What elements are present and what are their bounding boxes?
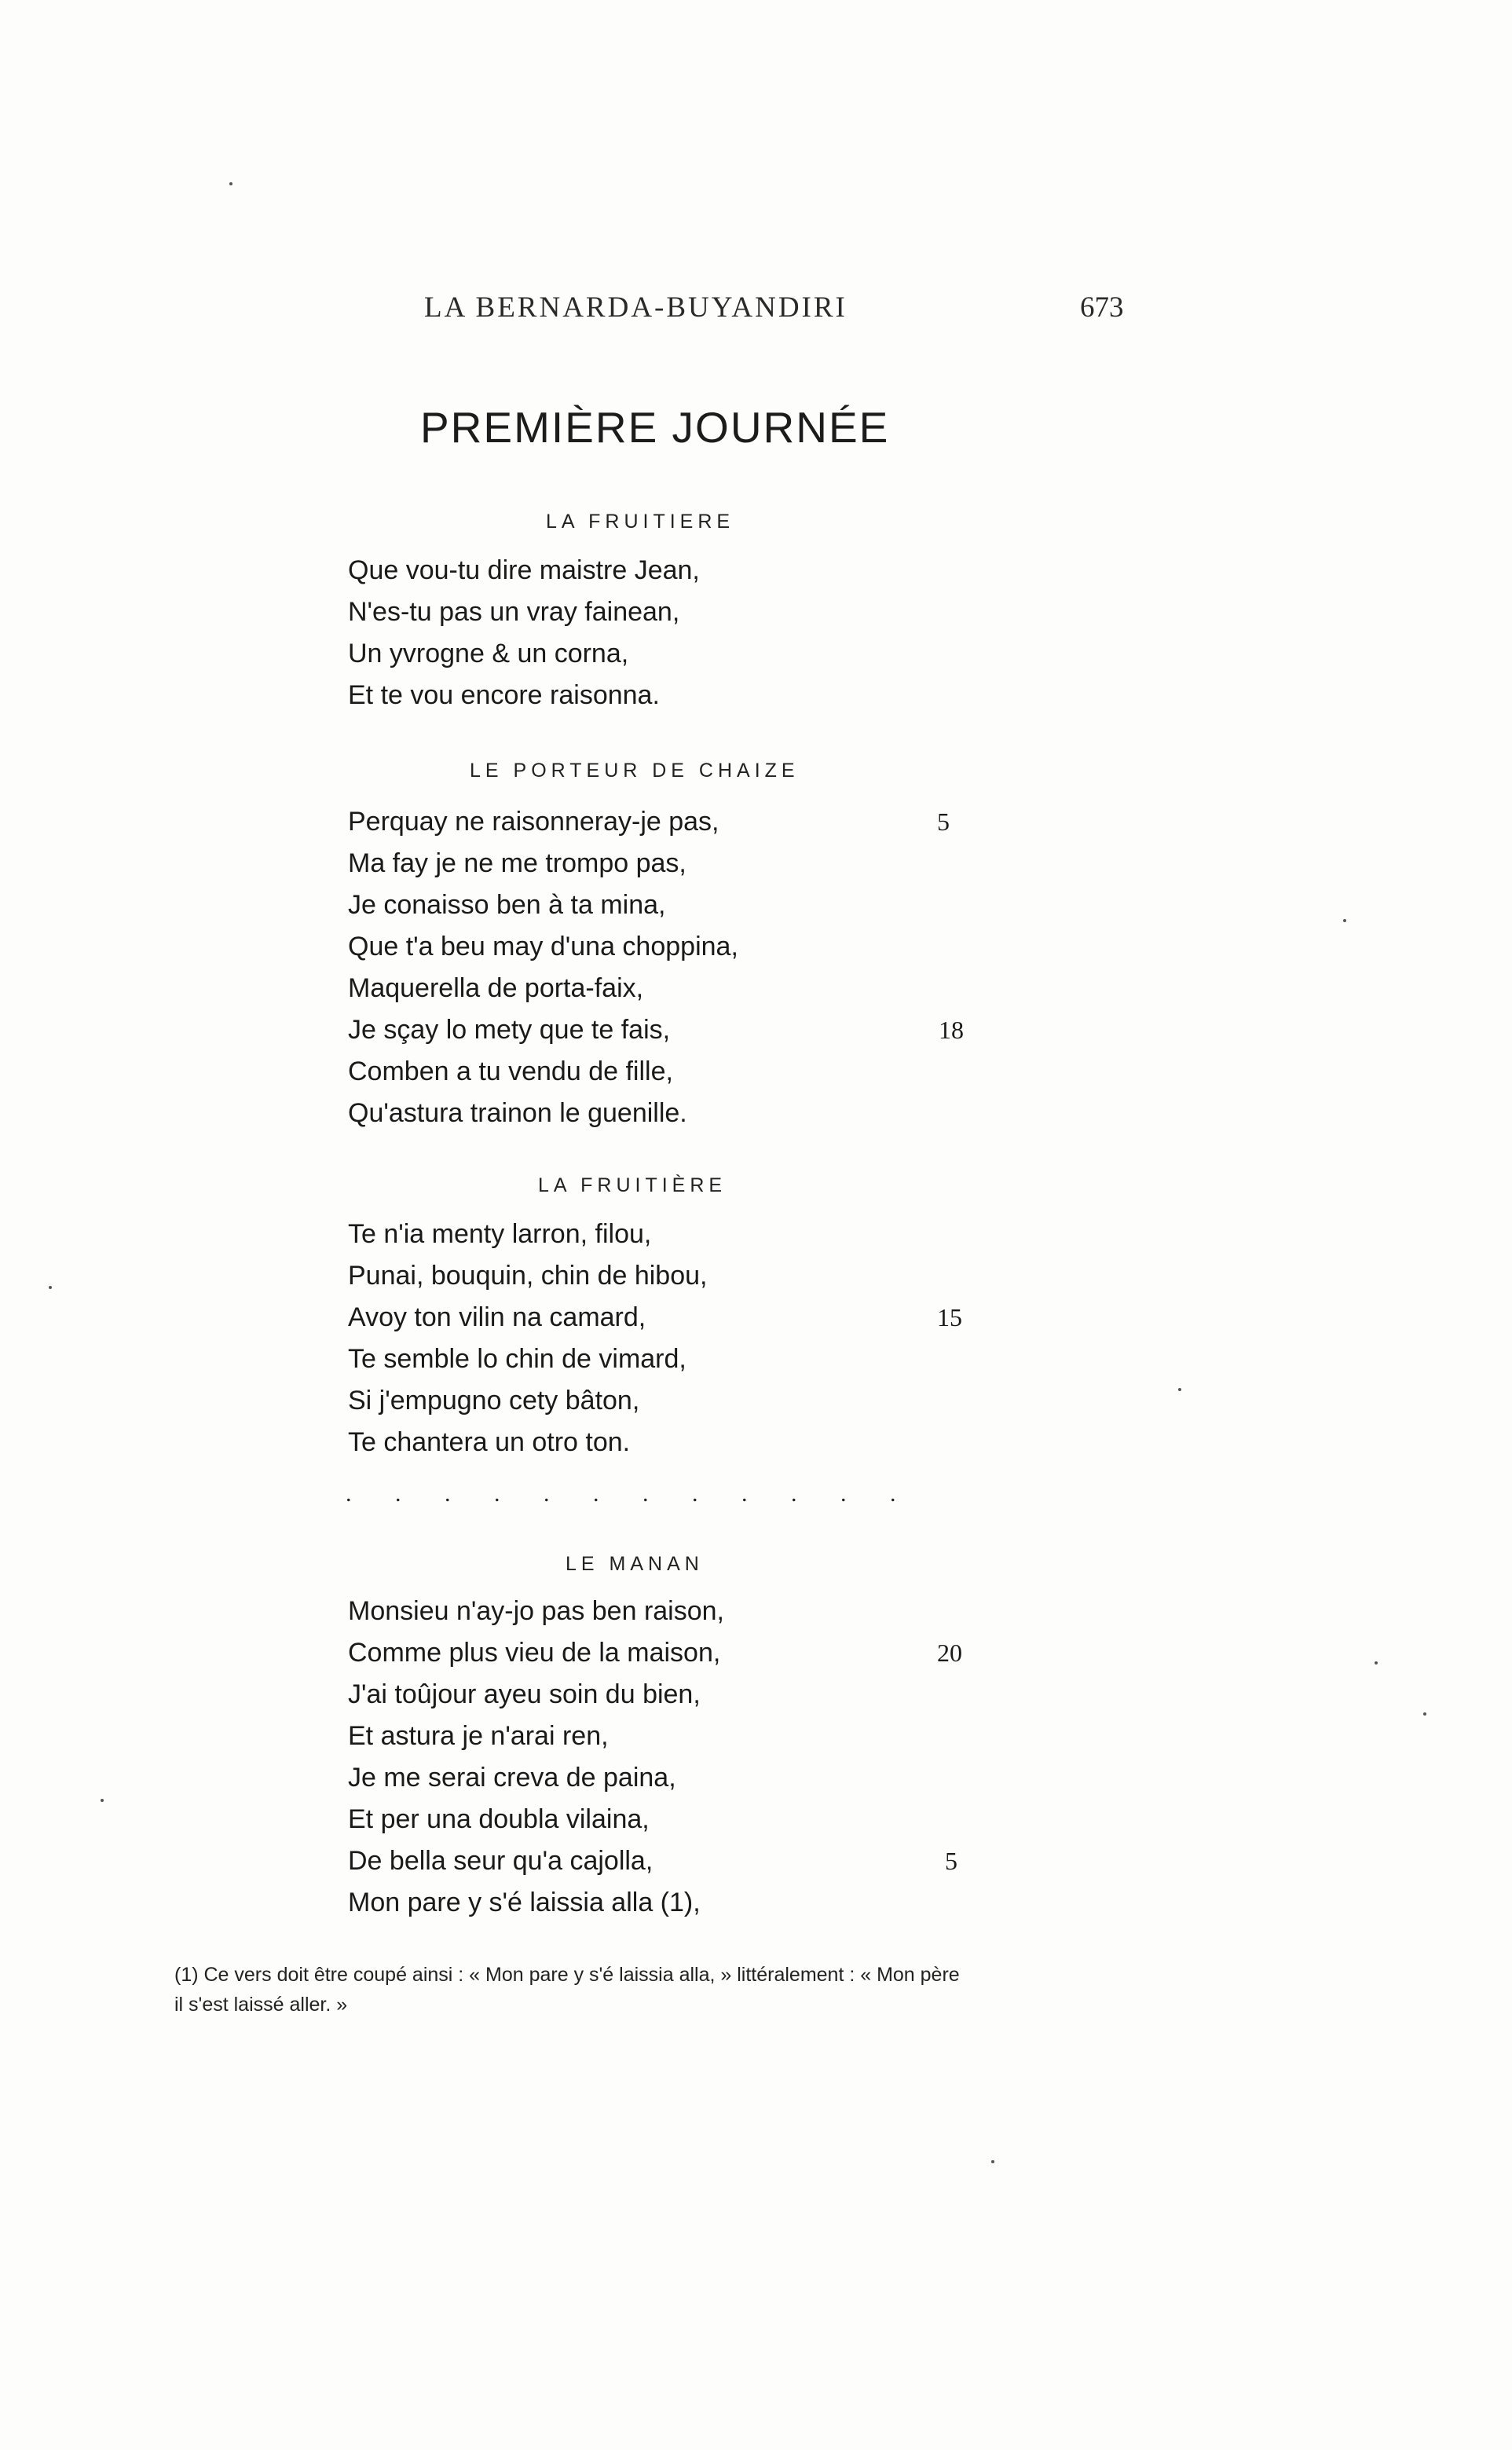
speaker-le-manan: LE MANAN [566,1553,704,1575]
verse-line: Je conaisso ben à ta mina, [348,890,666,920]
verse-line: Que vou-tu dire maistre Jean, [348,555,700,585]
scan-speck [1375,1661,1378,1664]
verse-line: Avoy ton vilin na camard, 15 [348,1297,1133,1339]
verse-line: Te semble lo chin de vimard, [348,1344,686,1374]
running-head: LA BERNARDA-BUYANDIRI [424,291,848,324]
speaker-la-fruitiere-2: LA FRUITIÈRE [538,1174,727,1196]
scan-speck [1343,919,1346,922]
footnote-line-2: il s'est laissé aller. » [174,1994,348,2016]
verse-line: N'es-tu pas un vray fainean, [348,597,680,627]
verse-line: Te n'ia menty larron, filou, [348,1219,652,1249]
footnote [174,1960,1133,2020]
verse-line: Qu'astura trainon le guenille. [348,1098,687,1128]
verse-line: De bella seur qu'a cajolla, 5 [348,1840,1133,1882]
verse-line: Te chantera un otro ton. [348,1427,631,1457]
verse-block-4 [348,1591,1133,1924]
verse-line: Comme plus vieu de la maison, 20 [348,1632,1133,1674]
verse-line: Comben a tu vendu de fille, [348,1057,673,1086]
line-number: 5 [945,1847,957,1875]
scan-speck [229,182,232,185]
speaker-la-fruitiere: LA FRUITIERE [546,511,735,533]
scan-speck [991,2160,994,2163]
verse-block-2 [348,801,1133,1134]
verse-line: Maquerella de porta-faix, [348,973,644,1003]
line-number: 5 [937,808,950,836]
verse-line: Et astura je n'arai ren, [348,1721,609,1751]
verse-line: Et per una doubla vilaina, [348,1804,650,1834]
footnote-line-1: (1) Ce vers doit être coupé ainsi : « Mon pare y s'é laissia alla, » littéralement : « Mon père [174,1964,960,1986]
verse-block-3 [348,1214,1133,1463]
verse-line: Si j'empugno cety bâton, [348,1386,640,1415]
line-number: 18 [939,1016,964,1044]
verse-line: Un yvrogne & un corna, [348,639,629,668]
verse-line: Mon pare y s'é laissia alla (1), [348,1888,701,1917]
scan-speck [1178,1388,1181,1391]
verse-line: Et te vou encore raisonna. [348,680,660,710]
verse-line: Perquay ne raisonneray-je pas, 5 [348,801,1133,843]
verse-line: Que t'a beu may d'una choppina, [348,932,738,961]
verse-line: J'ai toûjour ayeu soin du bien, [348,1679,701,1709]
verse-line: Ma fay je ne me trompo pas, [348,848,686,878]
scan-speck [101,1799,104,1802]
verse-line: Je me serai creva de paina, [348,1763,676,1793]
verse-line: Monsieu n'ay-jo pas ben raison, [348,1596,724,1626]
part-title: PREMIÈRE JOURNÉE [420,403,890,452]
verse-line: Punai, bouquin, chin de hibou, [348,1261,708,1291]
page-number: 673 [1080,291,1124,324]
line-number: 15 [937,1303,962,1331]
verse-block-1 [348,550,1133,716]
scan-speck [1423,1712,1426,1716]
verse-omission-dots: . . . . . . . . . . . . [346,1481,915,1507]
verse-line: Je sçay lo mety que te fais, 18 [348,1009,1133,1051]
speaker-le-porteur-de-chaize: LE PORTEUR DE CHAIZE [470,760,800,782]
line-number: 20 [937,1639,962,1667]
scan-speck [49,1286,52,1289]
